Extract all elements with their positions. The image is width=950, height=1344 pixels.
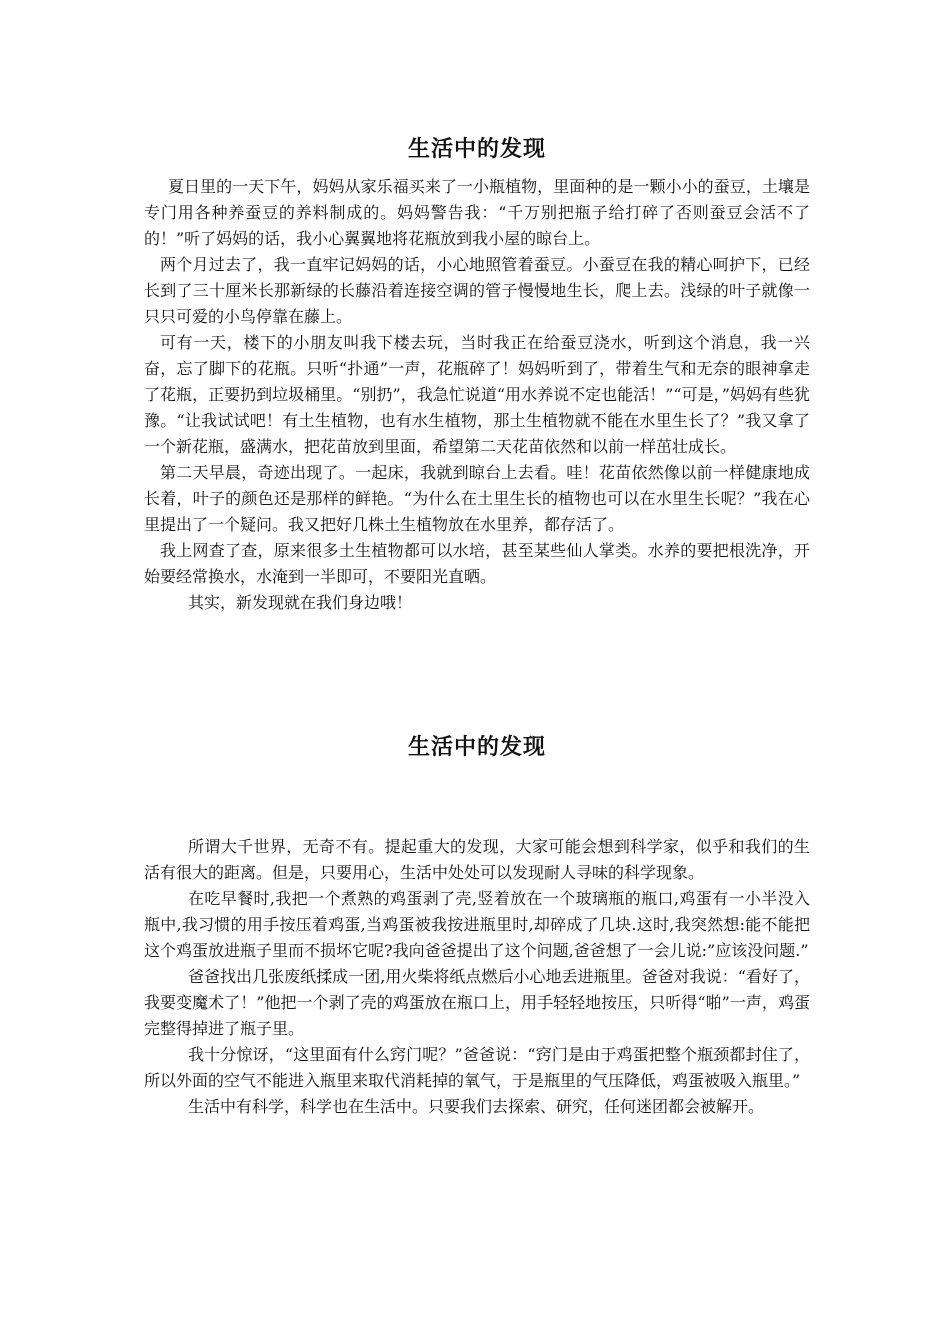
- essay-paragraph: 两个月过去了，我一直牢记妈妈的话，小心地照管着蚕豆。小蚕豆在我的精心呵护下，已经长到了三十厘米长那新绿的长藤沿着连接空调的管子慢慢地生长，爬上去。浅绿的叶子就像一只只可爱的小鸟停靠在藤上。: [144, 255, 810, 326]
- essay-paragraph: 所谓大千世界，无奇不有。提起重大的发现，大家可能会想到科学家，似乎和我们的生活有很大的距离。但是，只要用心，生活中处处可以发现耐人寻味的科学现象。: [144, 837, 810, 882]
- essay-title: 生活中的发现: [407, 735, 546, 760]
- essay-paragraph: 生活中有科学，科学也在生活中。只要我们去探索、研究，任何迷团都会被解开。: [188, 1097, 765, 1116]
- essay-plant-discovery: [144, 132, 810, 616]
- essay-paragraph: 我十分惊讶，“这里面有什么窍门呢？”爸爸说：“窍门是由于鸡蛋把整个瓶颈都封住了，所以外面的空气不能进入瓶里来取代消耗掉的氧气，于是瓶里的气压降低，鸡蛋被吸入瓶里。”: [144, 1045, 810, 1090]
- essay-paragraph: 在吃早餐时,我把一个煮熟的鸡蛋剥了壳,竖着放在一个玻璃瓶的瓶口,鸡蛋有一小半没入瓶中,我习惯的用手按压着鸡蛋,当鸡蛋被我按进瓶里时,却碎成了几块.这时,我突然想:能不能把这个鸡蛋放进瓶子里而不损坏它呢?我向爸爸提出了这个问题,爸爸想了一会儿说:”应该没问题.”: [144, 889, 810, 960]
- essay-title: 生活中的发现: [407, 137, 546, 162]
- essay-egg-bottle-discovery: [144, 730, 810, 1120]
- essay-paragraph: 爸爸找出几张废纸揉成一团,用火柴将纸点燃后小心地丢进瓶里。爸爸对我说：“看好了，我要变魔术了！”他把一个剥了壳的鸡蛋放在瓶口上，用手轻轻地按压，只听得“啪”一声，鸡蛋完整得掉进了瓶子里。: [144, 967, 810, 1038]
- essay-paragraph: 我上网查了查，原来很多土生植物都可以水培，甚至某些仙人掌类。水养的要把根洗净，开始要经常换水，水淹到一半即可，不要阳光直晒。: [144, 541, 810, 586]
- essay-paragraph: 夏日里的一天下午，妈妈从家乐福买来了一小瓶植物，里面种的是一颗小小的蚕豆，土壤是专门用各种养蚕豆的养料制成的。妈妈警告我：“千万别把瓶子给打碎了否则蚕豆会活不了的！”听了妈妈的话，我小心翼翼地将花瓶放到我小屋的晾台上。: [144, 177, 810, 248]
- essay-paragraph: 第二天早晨，奇迹出现了。一起床，我就到晾台上去看。哇！花苗依然像以前一样健康地成长着，叶子的颜色还是那样的鲜艳。“为什么在土里生长的植物也可以在水里生长呢？”我在心里提出了一个疑问。我又把好几株土生植物放在水里养，都存活了。: [144, 463, 810, 534]
- essay-paragraph: 其实，新发现就在我们身边哦！: [188, 593, 413, 612]
- essay-paragraph: 可有一天，楼下的小朋友叫我下楼去玩，当时我正在给蚕豆浇水，听到这个消息，我一兴奋，忘了脚下的花瓶。只听“扑通”一声，花瓶碎了！妈妈听到了，带着生气和无奈的眼神拿走了花瓶，正要扔到垃圾桶里。“别扔”，我急忙说道“用水养说不定也能活！”“可是，”妈妈有些犹豫。“让我试试吧！有土生植物，也有水生植物，那土生植物就不能在水里生长了？”我又拿了一个新花瓶，盛满水，把花苗放到里面，希望第二天花苗依然和以前一样茁壮成长。: [144, 333, 810, 456]
